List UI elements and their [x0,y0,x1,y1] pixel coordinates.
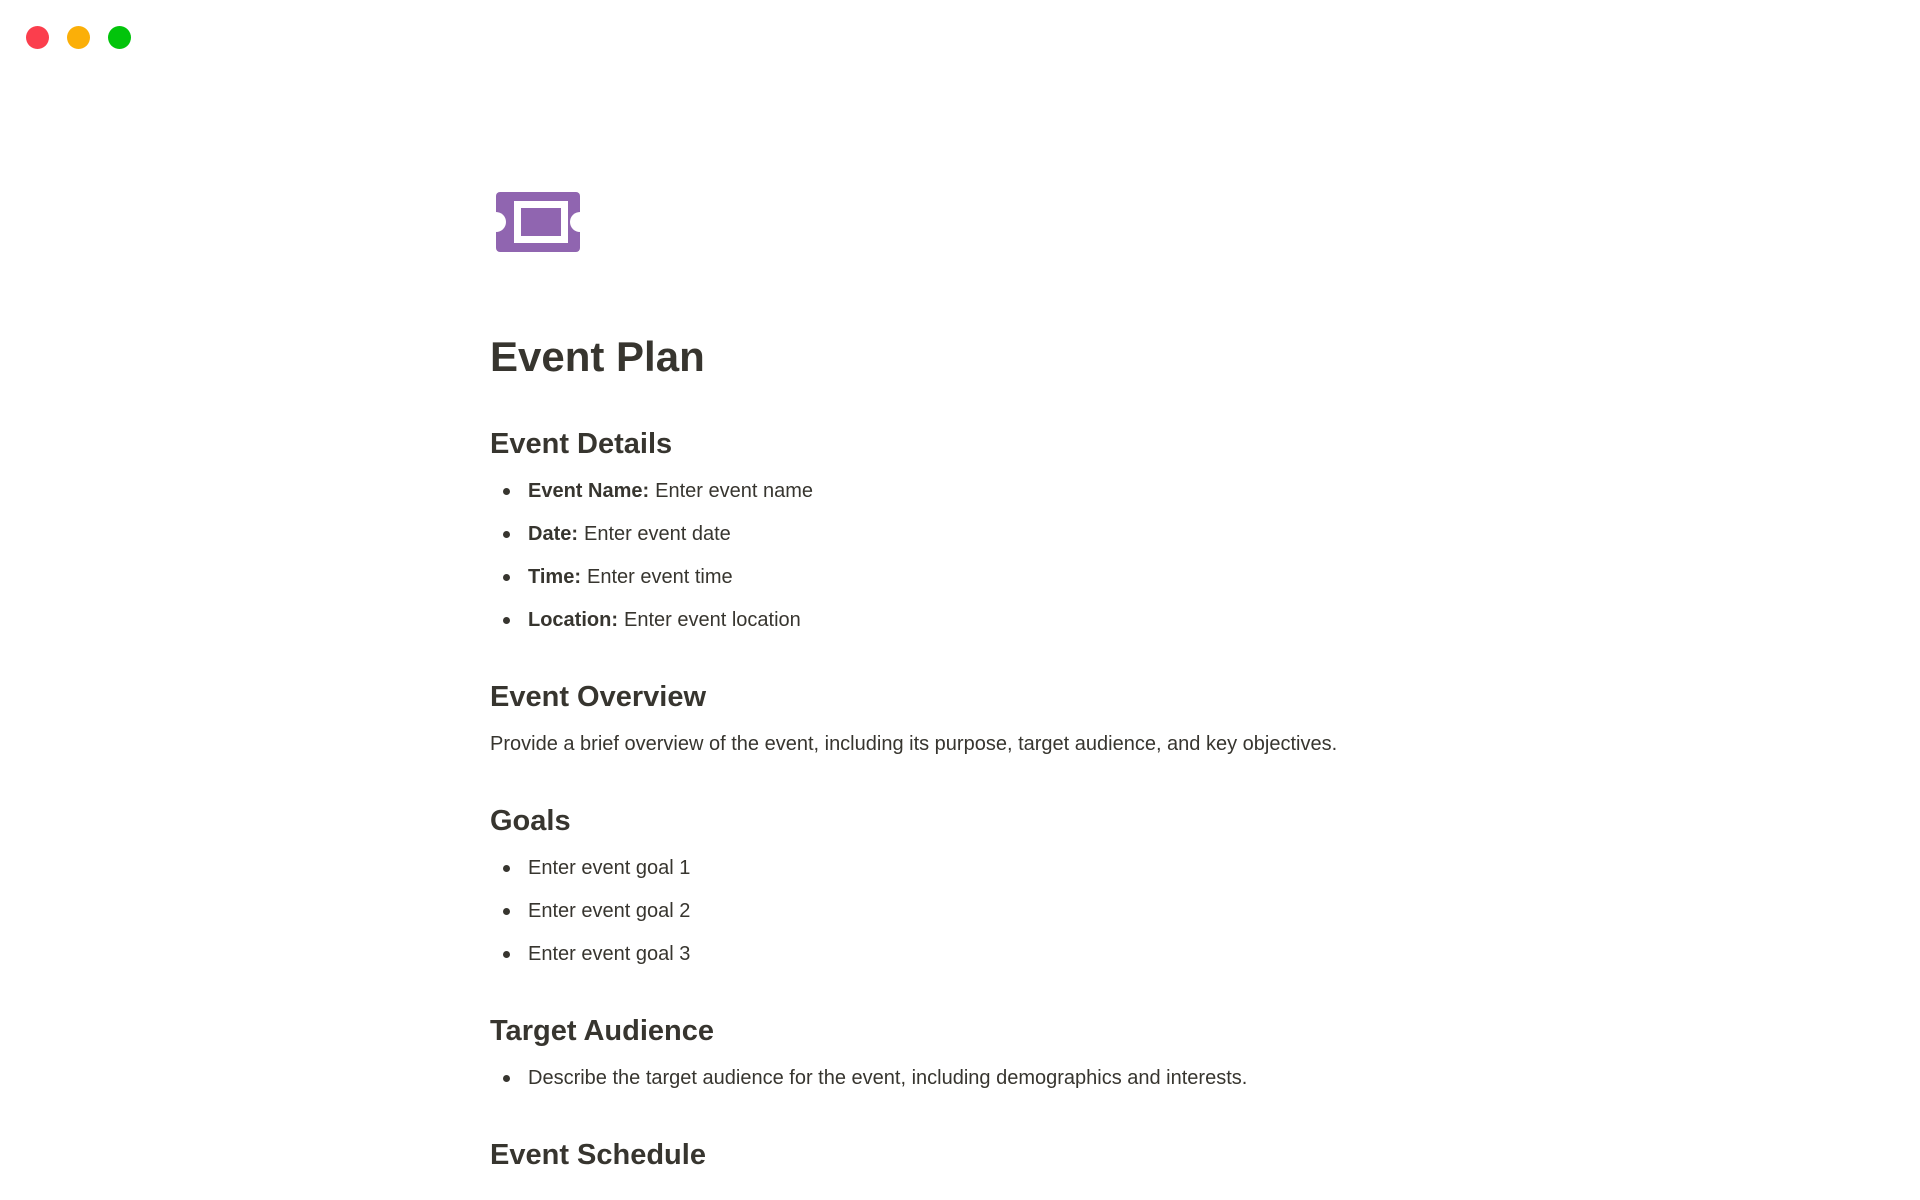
ticket-icon[interactable] [496,192,580,252]
event-schedule-heading[interactable]: Event Schedule [490,1139,706,1171]
item-value: Enter event location [624,609,801,631]
event-overview-heading[interactable]: Event Overview [490,681,706,713]
window-controls [26,26,131,49]
list-item-date[interactable] [490,519,1430,549]
zoom-window-button[interactable] [108,26,131,49]
list-item-goal-1[interactable]: Enter event goal 1 [490,853,1430,883]
section-event-overview [490,678,1430,759]
list-item-target-audience[interactable]: Describe the target audience for the event, including demographics and interests. [490,1063,1430,1093]
item-label: Date: [528,523,579,545]
minimize-window-button[interactable] [67,26,90,49]
target-audience-list [490,1063,1430,1093]
section-event-schedule [490,1136,1430,1174]
section-event-details [490,425,1430,635]
list-item-event-name[interactable] [490,476,1430,506]
item-label: Event Name: [528,480,650,502]
ticket-icon-graphic [496,192,580,252]
item-label: Time: [528,566,581,588]
close-window-button[interactable] [26,26,49,49]
document-page [490,0,1430,1174]
item-label: Location: [528,609,618,631]
target-audience-heading[interactable]: Target Audience [490,1015,714,1047]
section-goals [490,802,1430,969]
list-item-time[interactable] [490,562,1430,592]
section-target-audience [490,1012,1430,1093]
list-item-goal-2[interactable]: Enter event goal 2 [490,896,1430,926]
page-title[interactable]: Event Plan [490,333,705,380]
item-value: Enter event time [586,566,733,588]
list-item-goal-3[interactable]: Enter event goal 3 [490,939,1430,969]
event-details-heading[interactable]: Event Details [490,428,673,460]
item-value: Enter event name [655,480,814,502]
item-value: Enter event date [584,523,731,545]
goals-list [490,853,1430,969]
list-item-location[interactable] [490,605,1430,635]
goals-heading[interactable]: Goals [490,805,571,837]
event-details-list [490,476,1430,635]
event-overview-paragraph[interactable]: Provide a brief overview of the event, including its purpose, target audience, and key objectives. [490,733,1338,755]
